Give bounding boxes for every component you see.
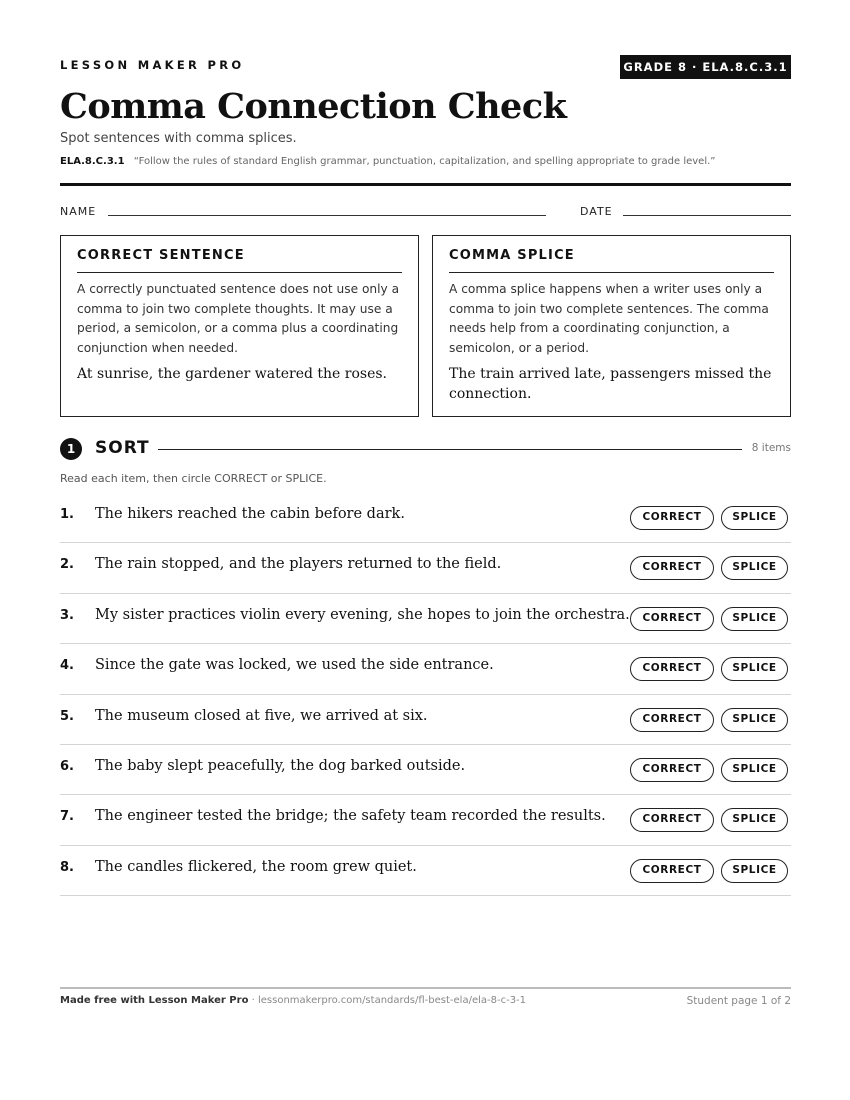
item-number: 2. (60, 557, 74, 573)
list-item (60, 594, 791, 644)
item-list (60, 493, 791, 896)
item-sentence: The hikers reached the cabin before dark. (95, 506, 405, 522)
splice-option[interactable]: SPLICE (721, 657, 788, 681)
splice-option[interactable]: SPLICE (721, 506, 788, 530)
item-number: 5. (60, 708, 74, 724)
standard-description (60, 156, 791, 167)
splice-option[interactable]: SPLICE (721, 556, 788, 580)
item-number: 1. (60, 507, 74, 522)
page-title: Comma Connection Check (60, 86, 567, 127)
correct-option[interactable]: CORRECT (630, 556, 714, 580)
footer-divider (60, 987, 791, 989)
card-title: COMMA SPLICE (449, 248, 774, 273)
footer-url[interactable]: · lessonmakerpro.com/standards/fl-best-ela/ela-8-c-3-1 (248, 995, 527, 1006)
splice-option[interactable]: SPLICE (721, 607, 788, 631)
comma-splice-card (432, 235, 791, 417)
correct-option[interactable]: CORRECT (630, 607, 714, 631)
standard-text: “Follow the rules of standard English grammar, punctuation, capitalization, and spelling appropriate to grade level.” (133, 156, 716, 167)
item-sentence: The rain stopped, and the players returned to the field. (95, 556, 502, 573)
splice-option[interactable]: SPLICE (721, 708, 788, 732)
card-example: The train arrived late, passengers missed the connection. (449, 366, 772, 402)
card-title: CORRECT SENTENCE (77, 248, 402, 273)
section-number-badge: 1 (60, 438, 82, 460)
list-item (60, 644, 791, 694)
card-example: At sunrise, the gardener watered the roses. (77, 366, 388, 382)
list-item (60, 795, 791, 845)
date-field[interactable] (623, 215, 791, 216)
list-item (60, 493, 791, 543)
correct-option[interactable]: CORRECT (630, 859, 714, 883)
item-sentence: The baby slept peacefully, the dog barked outside. (95, 757, 466, 774)
list-item (60, 846, 791, 896)
page-indicator: Student page 1 of 2 (686, 995, 791, 1007)
item-sentence: The museum closed at five, we arrived at six. (95, 707, 428, 724)
item-sentence: The engineer tested the bridge; the safety team recorded the results. (95, 808, 606, 825)
date-label: DATE (580, 205, 613, 218)
grade-badge: GRADE 8 · ELA.8.C.3.1 (620, 55, 791, 79)
splice-option[interactable]: SPLICE (721, 859, 788, 883)
card-description: A correctly punctuated sentence does not use only a comma to join two complete thoughts. It may use a period, a semicolon, or a comma plus a coordinating conjunction when needed. (77, 282, 400, 355)
splice-option[interactable]: SPLICE (721, 808, 788, 832)
footer-credit (60, 995, 526, 1006)
section-header (60, 437, 791, 461)
list-item (60, 543, 791, 593)
correct-option[interactable]: CORRECT (630, 708, 714, 732)
footer-brand: Made free with Lesson Maker Pro (60, 995, 249, 1006)
worksheet-page (60, 0, 791, 1100)
header-divider (60, 183, 791, 186)
splice-option[interactable]: SPLICE (721, 758, 788, 782)
correct-option[interactable]: CORRECT (630, 758, 714, 782)
item-number: 4. (60, 658, 74, 674)
item-number: 6. (60, 758, 74, 774)
item-number: 8. (60, 859, 74, 875)
instructions: Read each item, then circle CORRECT or SPLICE. (60, 472, 327, 485)
page-subtitle: Spot sentences with comma splices. (60, 131, 297, 146)
correct-option[interactable]: CORRECT (630, 657, 714, 681)
section-title: SORT (95, 438, 150, 458)
list-item (60, 745, 791, 795)
card-description: A comma splice happens when a writer uses only a comma to join two complete sentences. The comma needs help from a coordinating conjunction, a semicolon, or a period. (449, 282, 769, 355)
item-sentence: My sister practices violin every evening, she hopes to join the orchestra. (95, 606, 630, 623)
item-count: 8 items (751, 442, 791, 454)
item-sentence: Since the gate was locked, we used the side entrance. (95, 657, 494, 674)
correct-sentence-card (60, 235, 419, 417)
item-number: 3. (60, 607, 74, 623)
section-divider (158, 449, 742, 450)
item-sentence: The candles flickered, the room grew quiet. (95, 858, 417, 875)
item-number: 7. (60, 809, 74, 825)
list-item (60, 695, 791, 745)
standard-code: ELA.8.C.3.1 (60, 156, 125, 167)
name-field[interactable] (108, 215, 546, 216)
name-label: NAME (60, 205, 97, 218)
correct-option[interactable]: CORRECT (630, 808, 714, 832)
brand-name: LESSON MAKER PRO (60, 58, 245, 72)
correct-option[interactable]: CORRECT (630, 506, 714, 530)
